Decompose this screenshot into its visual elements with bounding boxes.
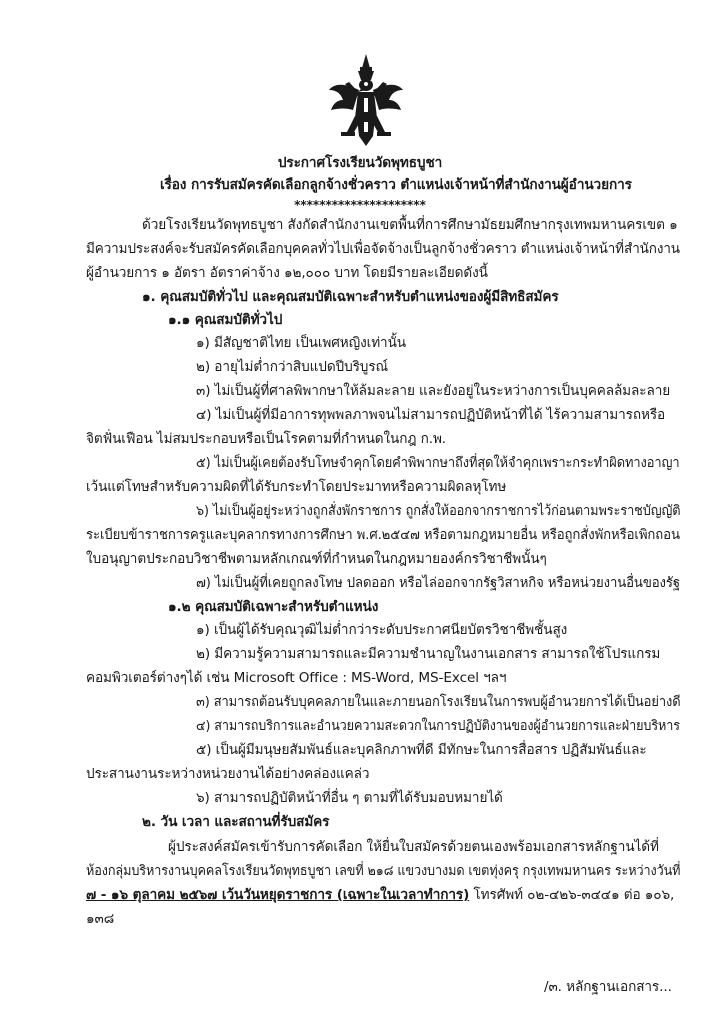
list-item: ๑) เป็นผู้ได้รับคุณวุฒิไม่ต่ำกว่าระดับประกาศนียบัตรวิชาชีพชั้นสูง	[196, 622, 568, 638]
subject-line: เรื่อง การรับสมัครคัดเลือกลูกจ้างชั่วคราว ตำแหน่งเจ้าหน้าที่สำนักงานผู้อำนวยการ	[160, 177, 632, 193]
list-item-continuation: จิตฟั่นเฟือน ไม่สมประกอบหรือเป็นโรคตามที่กำหนดในกฎ ก.พ.	[86, 431, 447, 447]
page-title: ประกาศโรงเรียนวัดพุทธบูชา	[277, 155, 443, 171]
list-item-continuation: ประสานงานระหว่างหน่วยงานได้อย่างคล่องแคล่ว	[86, 766, 370, 782]
list-item-continuation: คอมพิวเตอร์ต่างๆได้ เช่น Microsoft Office : MS-Word, MS-Excel ฯลฯ	[86, 670, 507, 686]
application-line-3	[86, 886, 674, 904]
list-item-continuation: ระเบียบข้าราชการครูและบุคลากรทางการศึกษา พ.ศ.๒๕๔๗ หรือตามกฎหมายอื่น หรือถูกสั่งพักหรือเพิกถอน	[86, 527, 680, 543]
list-item: ๕) ไม่เป็นผู้เคยต้องรับโทษจำคุกโดยคำพิพากษาถึงที่สุดให้จำคุกเพราะกระทำผิดทางอาญา	[196, 455, 680, 471]
list-item-continuation: ใบอนุญาตประกอบวิชาชีพตามหลักเกณฑ์ที่กำหนดในกฎหมายองค์กรวิชาชีพนั้นๆ	[86, 551, 547, 567]
list-item: ๖) ไม่เป็นผู้อยู่ระหว่างถูกสั่งพักราชการ ถูกสั่งให้ออกจากราชการไว้ก่อนตามพระราชบัญญัติ	[196, 503, 681, 519]
intro-line-3: ผู้อำนวยการ ๑ อัตรา อัตราค่าจ้าง ๑๒,๐๐๐ บาท โดยมีรายละเอียดดังนี้	[86, 265, 488, 281]
application-date-range: ๗ - ๑๖ ตุลาคม ๒๕๖๗ เว้นวันหยุดราชการ (เฉพาะในเวลาทำการ)	[86, 887, 470, 903]
intro-line-1: ด้วยโรงเรียนวัดพุทธบูชา สังกัดสำนักงานเขตพื้นที่การศึกษามัธยมศึกษากรุงเทพมหานครเขต ๑	[142, 217, 678, 233]
list-item-continuation: เว้นแต่โทษสำหรับความผิดที่ได้รับกระทำโดยประมาทหรือความผิดลหุโทษ	[86, 479, 507, 495]
list-item: ๒) อายุไม่ต่ำกว่าสิบแปดปีบริบูรณ์	[196, 359, 389, 375]
star-divider: *********************	[294, 198, 426, 212]
list-item: ๓) สามารถต้อนรับบุคคลภายในและภายนอกโรงเรียนในการพบผู้อำนวยการได้เป็นอย่างดี	[196, 694, 681, 710]
subsection-1-2-heading: ๑.๒ คุณสมบัติเฉพาะสำหรับตำแหน่ง	[168, 599, 379, 615]
application-line-1: ผู้ประสงค์สมัครเข้ารับการคัดเลือก ให้ยื่นใบสมัครด้วยตนเองพร้อมเอกสารหลักฐานได้ที่	[168, 839, 659, 855]
intro-line-2: มีความประสงค์จะรับสมัครคัดเลือกบุคคลทั่วไปเพื่อจัดจ้างเป็นลูกจ้างชั่วคราว ตำแหน่งเจ้าหน้าที่สำนักงาน	[86, 241, 680, 257]
application-line-2: ห้องกลุ่มบริหารงานบุคคลโรงเรียนวัดพุทธบูชา เลขที่ ๒๑๘ แขวงบางมด เขตทุ่งครุ กรุงเทพมหานคร ระหว่างวันที่	[86, 863, 681, 879]
list-item: ๔) ไม่เป็นผู้ที่มีอาการทุพพลภาพจนไม่สามารถปฏิบัติหน้าที่ได้ ไร้ความสามารถหรือ	[196, 407, 666, 423]
list-item: ๓) ไม่เป็นผู้ที่ศาลพิพากษาให้ล้มละลาย และยังอยู่ในระหว่างการเป็นบุคคลล้มละลาย	[196, 383, 671, 399]
list-item: ๗) ไม่เป็นผู้ที่เคยถูกลงโทษ ปลดออก หรือไล่ออกจากรัฐวิสาหกิจ หรือหน่วยงานอื่นของรัฐ	[196, 575, 681, 591]
subsection-1-1-heading: ๑.๑ คุณสมบัติทั่วไป	[168, 312, 283, 328]
list-item: ๔) สามารถบริการและอำนวยความสะดวกในการปฏิบัติงานของผู้อำนวยการและฝ่ายบริหาร	[196, 718, 680, 734]
list-item: ๕) เป็นผู้มีมนุษยสัมพันธ์และบุคลิกภาพที่ดี มีทักษะในการสื่อสาร ปฏิสัมพันธ์และ	[196, 742, 647, 758]
list-item: ๖) สามารถปฏิบัติหน้าที่อื่น ๆ ตามที่ได้รับมอบหมายได้	[196, 790, 503, 806]
phone-number: โทรศัพท์ ๐๒-๔๒๖-๓๔๔๑ ต่อ ๑๐๖,	[469, 887, 675, 903]
phone-extension: ๑๓๘	[86, 911, 115, 927]
list-item: ๑) มีสัญชาติไทย เป็นเพศหญิงเท่านั้น	[196, 335, 406, 351]
continuation-note: /๓. หลักฐานเอกสาร...	[544, 979, 672, 995]
garuda-emblem-icon	[327, 54, 405, 150]
section-1-heading: ๑. คุณสมบัติทั่วไป และคุณสมบัติเฉพาะสำหรับตำแหน่งของผู้มีสิทธิสมัคร	[142, 289, 559, 305]
section-2-heading: ๒. วัน เวลา และสถานที่รับสมัคร	[142, 814, 330, 830]
list-item: ๒) มีความรู้ความสามารถและมีความชำนาญในงานเอกสาร สามารถใช้โปรแกรม	[196, 646, 661, 662]
